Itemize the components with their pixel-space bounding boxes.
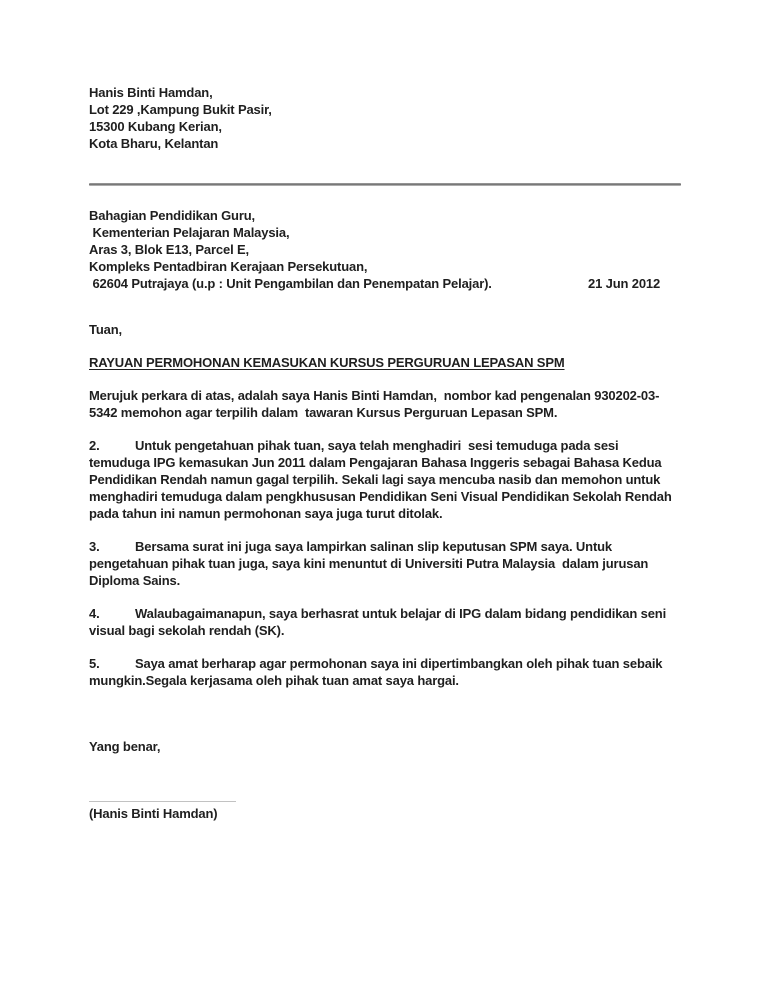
signature-name: (Hanis Binti Hamdan)	[89, 806, 218, 821]
letter-content	[89, 0, 681, 822]
recipient-address-line: Kementerian Pelajaran Malaysia,	[89, 225, 290, 240]
paragraph-text: Walaubagaimanapun, saya berhasrat untuk belajar di IPG dalam bidang pendidikan seni visual bagi sekolah rendah (SK).	[89, 606, 670, 638]
recipient-address-text: 62604 Putrajaya (u.p : Unit Pengambilan dan Penempatan Pelajar).	[89, 276, 492, 291]
recipient-address-line: Kompleks Pentadbiran Kerajaan Persekutuan,	[89, 259, 368, 274]
salutation: Tuan,	[89, 322, 122, 337]
paragraph-number: 3.	[89, 539, 100, 554]
paragraph-number: 5.	[89, 656, 100, 671]
paragraph-4	[89, 605, 681, 639]
paragraph-3	[89, 538, 681, 589]
subject-line: RAYUAN PERMOHONAN KEMASUKAN KURSUS PERGURUAN LEPASAN SPM	[89, 355, 565, 370]
sender-address-line: Lot 229 ,Kampung Bukit Pasir,	[89, 102, 272, 117]
paragraph-text: Untuk pengetahuan pihak tuan, saya telah menghadiri sesi temuduga pada sesi temuduga IPG kemasukan Jun 2011 dalam Pengajaran Bahasa Inggeris sebagai Bahasa Kedua Pendidikan Rendah namun gagal terpilih. Sekali lagi saya mencuba nasib dan memohon untuk menghadiri temuduga dalam pengkhususan Pendidikan Seni Visual Pendidikan Sekolah Rendah pada tahun ini namun permohonan saya juga turut ditolak.	[89, 438, 676, 521]
horizontal-divider	[89, 183, 681, 186]
paragraph-number: 4.	[89, 606, 100, 621]
sender-name: Hanis Binti Hamdan,	[89, 85, 213, 100]
signature-line	[89, 801, 236, 802]
paragraph-5	[89, 655, 681, 689]
sender-address-block	[89, 84, 681, 152]
letter-date: 21 Jun 2012	[588, 276, 661, 291]
paragraph-text: Bersama surat ini juga saya lampirkan salinan slip keputusan SPM saya. Untuk pengetahuan pihak tuan juga, saya kini menuntut di Universiti Putra Malaysia dalam jurusan Diploma Sains.	[89, 539, 652, 588]
paragraph-2	[89, 437, 681, 522]
paragraph-text: Saya amat berharap agar permohonan saya ini dipertimbangkan oleh pihak tuan sebaik mungkin.Segala kerjasama oleh pihak tuan amat saya hargai.	[89, 656, 666, 688]
recipient-address-block	[89, 207, 681, 292]
paragraph-1: Merujuk perkara di atas, adalah saya Hanis Binti Hamdan, nombor kad pengenalan 930202-03-5342 memohon agar terpilih dalam tawaran Kursus Perguruan Lepasan SPM.	[89, 388, 660, 420]
recipient-address-line: Aras 3, Blok E13, Parcel E,	[89, 242, 249, 257]
sender-address-line: 15300 Kubang Kerian,	[89, 119, 222, 134]
recipient-name: Bahagian Pendidikan Guru,	[89, 208, 255, 223]
closing-phrase: Yang benar,	[89, 739, 161, 754]
sender-address-line: Kota Bharu, Kelantan	[89, 136, 219, 151]
recipient-address-line	[89, 275, 681, 292]
paragraph-number: 2.	[89, 438, 100, 453]
